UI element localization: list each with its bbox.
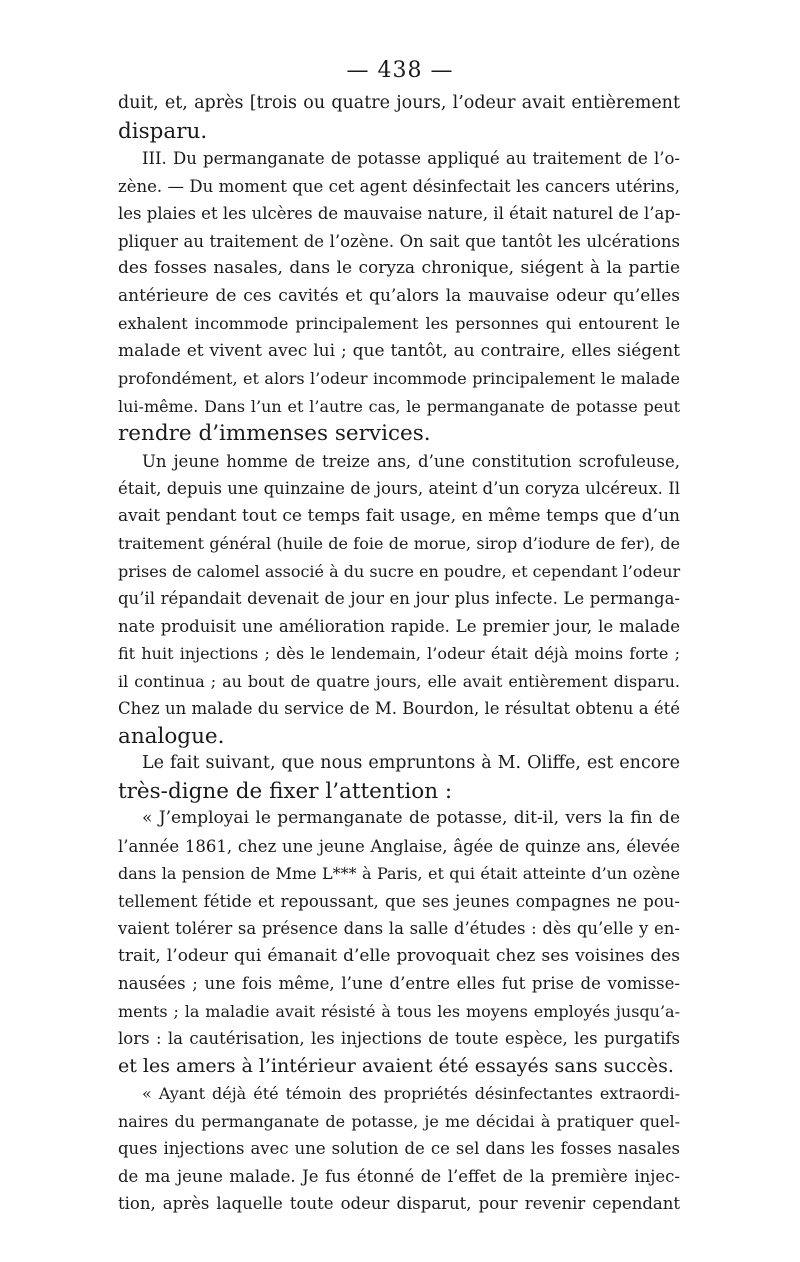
text-line: rendre d’immenses services. [118,421,431,446]
text-line: duit, et, après [trois ou quatre jours, l’odeur avait entièrement [118,93,680,113]
text-line: analogue. [118,723,225,749]
text-line: zène. — Du moment que cet agent désinfectait les cancers utérins, [118,176,680,196]
page-number: — 438 — [346,58,454,83]
text-line: de ma jeune malade. Je fus étonné de l’effet de la première injec- [118,1166,680,1186]
text-line: nate produisit une amélioration rapide. Le premier jour, le malade [118,616,680,636]
text-line: profondément, et alors l’odeur incommode principalement le malade [118,369,680,388]
text-line: antérieure de ces cavités et qu’alors la mauvaise odeur qu’elles [118,285,680,306]
text-line: l’année 1861, chez une jeune Anglaise, âgée de quinze ans, élevée [118,836,680,856]
text-line: Chez un malade du service de M. Bourdon, le résultat obtenu a été [118,699,680,718]
text-line: tion, après laquelle toute odeur disparut, pour revenir cependant [118,1194,680,1213]
paragraph-5 [118,805,680,1080]
text-line: qu’il répandait devenait de jour en jour plus infecte. Le permanga- [118,589,680,608]
paragraph-6 [118,1080,680,1218]
text-line: nausées ; une fois même, l’une d’entre elles fut prise de vomisse- [118,974,680,993]
paragraph-3 [118,448,680,751]
text-line: et les amers à l’intérieur avaient été essayés sans succès. [118,1054,674,1077]
text-line: était, depuis une quinzaine de jours, ateint d’un coryza ulcéreux. Il [118,479,680,498]
text-line: disparu. [118,118,208,144]
paragraph-2 [118,145,680,448]
text-line: ments ; la maladie avait résisté à tous les moyens employés jusqu’a- [118,1001,680,1021]
text-line: vaient tolérer sa présence dans la salle d’études : dès qu’elle y en- [118,919,680,938]
text-line: des fosses nasales, dans le coryza chronique, siégent à la partie [118,258,680,278]
text-line: pliquer au traitement de l’ozène. On sait que tantôt les ulcérations [118,231,680,251]
text-line: tellement fétide et repoussant, que ses jeunes compagnes ne pou- [118,891,680,911]
text-line: malade et vivent avec lui ; que tantôt, au contraire, elles siégent [118,340,680,361]
paragraph-1 [118,90,680,145]
text-line: prises de calomel associé à du sucre en poudre, et cependant l’odeur [118,561,681,581]
text-line: naires du permanganate de potasse, je me décidai à pratiquer quel- [118,1111,680,1131]
text-line: les plaies et les ulcères de mauvaise nature, il était naturel de l’ap- [118,204,681,223]
text-line: traitement général (huile de foie de morue, sirop d’iodure de fer), de [118,534,680,553]
text-line: « Ayant déjà été témoin des propriétés désinfectantes extraordi- [142,1084,680,1103]
body-text [118,90,680,1218]
text-line: ques injections avec une solution de ce sel dans les fosses nasales [118,1139,680,1158]
text-line: trait, l’odeur qui émanait d’elle provoquait chez ses voisines des [118,945,680,966]
text-line: exhalent incommode principalement les personnes qui entourent le [118,314,680,333]
section-heading-line: III. Du permanganate de potasse appliqué au traitement de l’o- [142,149,680,168]
text-line: dans la pension de Mme L*** à Paris, et qui était atteinte d’un ozène [118,864,680,883]
text-line: il continua ; au bout de quatre jours, elle avait entièrement disparu. [118,671,680,691]
text-line: très-digne de fixer l’attention : [118,778,453,804]
text-line: « J’employai le permanganate de potasse, dit-il, vers la fin de [142,808,680,828]
text-line: fit huit injections ; dès le lendemain, l’odeur était déjà moins forte ; [118,644,680,663]
text-line: Un jeune homme de treize ans, d’une constitution scrofuleuse, [142,451,680,471]
text-line: avait pendant tout ce temps fait usage, en même temps que d’un [118,505,680,526]
text-line: lui-même. Dans l’un et l’autre cas, le permanganate de potasse peut [118,396,680,416]
paragraph-4 [118,750,680,805]
text-line: Le fait suivant, que nous empruntons à M. Oliffe, est encore [142,753,680,773]
text-line: lors : la cautérisation, les injections de toute espèce, les purgatifs [118,1029,680,1048]
